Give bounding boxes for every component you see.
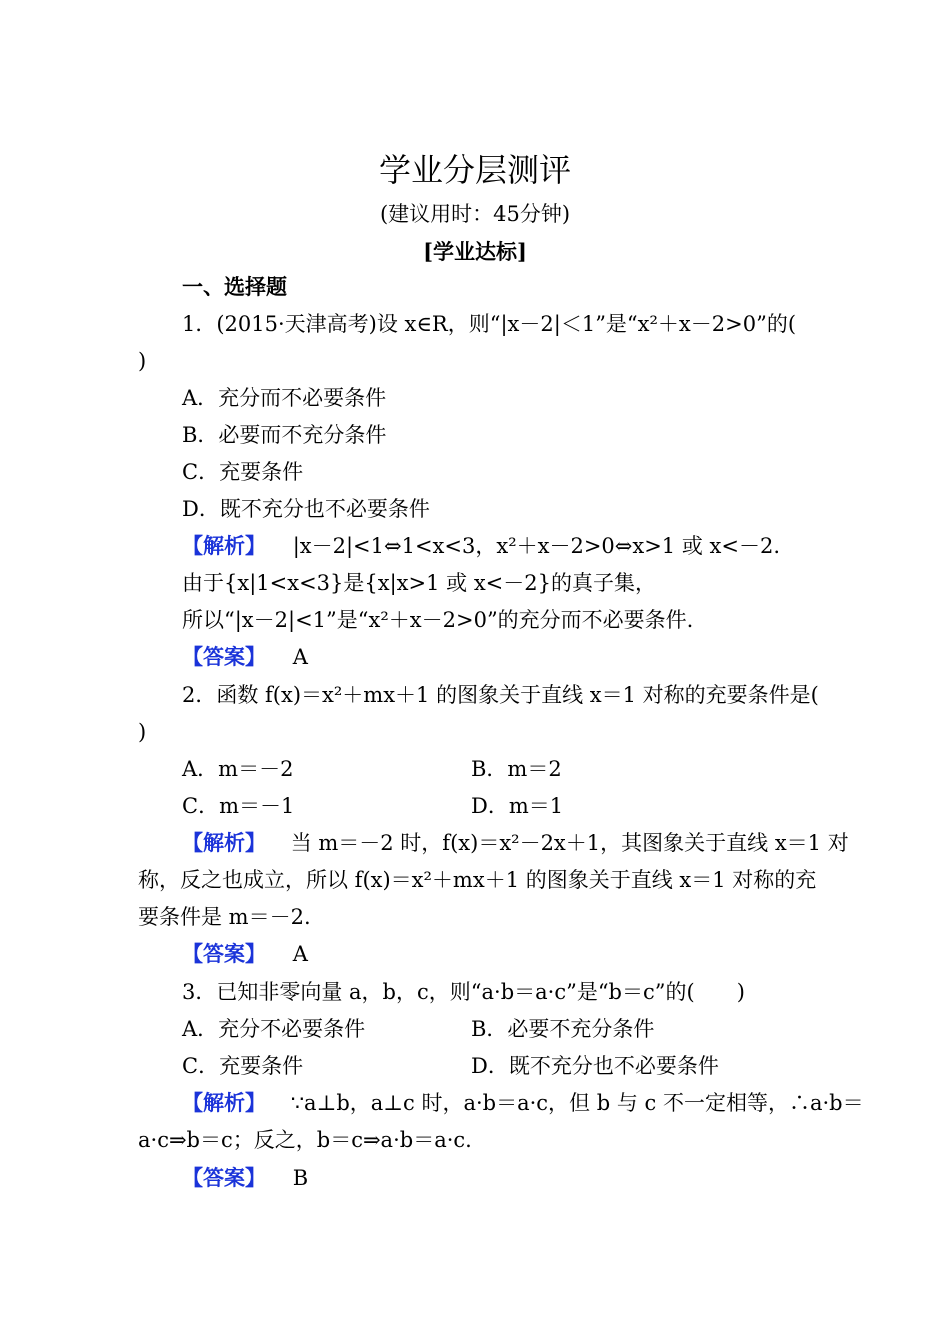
- q3-analysis-tag: 【解析】: [182, 1090, 266, 1115]
- q2-analysis-line2: 称，反之也成立，所以 f(x)＝x²＋mx＋1 的图象关于直线 x＝1 对称的充: [138, 868, 817, 892]
- q2-analysis-line1: 当 m＝－2 时，f(x)＝x²－2x＋1，其图象关于直线 x＝1 对: [290, 831, 849, 855]
- q3-answer: B: [292, 1166, 309, 1190]
- q2-stem-line1: 2．函数 f(x)＝x²＋mx＋1 的图象关于直线 x＝1 对称的充要条件是(: [182, 683, 819, 707]
- q3-option-a: A．充分不必要条件: [182, 1017, 366, 1041]
- q3-option-c: C．充要条件: [182, 1054, 304, 1078]
- q1-option-a: A．充分而不必要条件: [182, 386, 387, 410]
- q3-answer-row: [182, 1163, 308, 1193]
- q2-option-b: B．m＝2: [471, 757, 562, 781]
- page-title: 学业分层测评: [378, 151, 571, 189]
- q1-analysis-line2: 由于{x|1<x<3}是{x|x>1 或 x<－2}的真子集，: [182, 571, 656, 595]
- q1-analysis-tag: 【解析】: [182, 533, 266, 558]
- q1-stem-line1: 1．(2015·天津高考)设 x∈R，则“|x－2|＜1”是“x²＋x－2>0”的(: [182, 312, 797, 336]
- q3-answer-tag: 【答案】: [182, 1165, 266, 1190]
- q2-analysis-line3: 要条件是 m＝－2.: [138, 905, 311, 929]
- q1-option-c: C．充要条件: [182, 460, 304, 484]
- q2-answer-tag: 【答案】: [182, 941, 266, 966]
- q3-analysis-row: [182, 1088, 864, 1118]
- q2-option-d: D．m＝1: [471, 794, 564, 818]
- q1-option-b: B．必要而不充分条件: [182, 423, 387, 447]
- time-note: (建议用时：45分钟): [379, 202, 571, 226]
- q2-answer-row: [182, 939, 308, 969]
- q2-analysis-tag: 【解析】: [182, 830, 266, 855]
- q3-option-d: D．既不充分也不必要条件: [471, 1054, 719, 1078]
- q3-option-b: B．必要不充分条件: [471, 1017, 655, 1041]
- q1-answer-tag: 【答案】: [182, 644, 266, 669]
- q1-analysis-line1: |x－2|<1⇔1<x<3，x²＋x－2>0⇔x>1 或 x<－2.: [292, 534, 780, 558]
- q1-analysis-row: [182, 531, 780, 561]
- q3-stem: 3．已知非零向量 a，b，c，则“a·b＝a·c”是“b＝c”的( ): [182, 980, 745, 1004]
- q1-answer: A: [292, 645, 308, 669]
- q1-option-d: D．既不充分也不必要条件: [182, 497, 430, 521]
- q3-analysis-line2: a·c⇒b＝c；反之，b＝c⇒a·b＝a·c.: [138, 1128, 472, 1152]
- q2-answer: A: [292, 942, 308, 966]
- q2-option-c: C．m＝－1: [182, 794, 295, 818]
- q1-stem-line2: ): [138, 349, 147, 373]
- q2-stem-line2: ): [138, 720, 147, 744]
- section-label: [学业达标]: [423, 239, 527, 264]
- q2-option-a: A．m＝－2: [182, 757, 294, 781]
- q1-analysis-line3: 所以“|x－2|<1”是“x²＋x－2>0”的充分而不必要条件.: [182, 608, 694, 632]
- q2-analysis-row: [182, 828, 849, 858]
- q3-analysis-line1: ∵a⊥b，a⊥c 时，a·b＝a·c，但 b 与 c 不一定相等，∴a·b＝: [290, 1091, 864, 1115]
- q1-answer-row: [182, 642, 308, 672]
- part-heading: 一、选择题: [182, 274, 287, 299]
